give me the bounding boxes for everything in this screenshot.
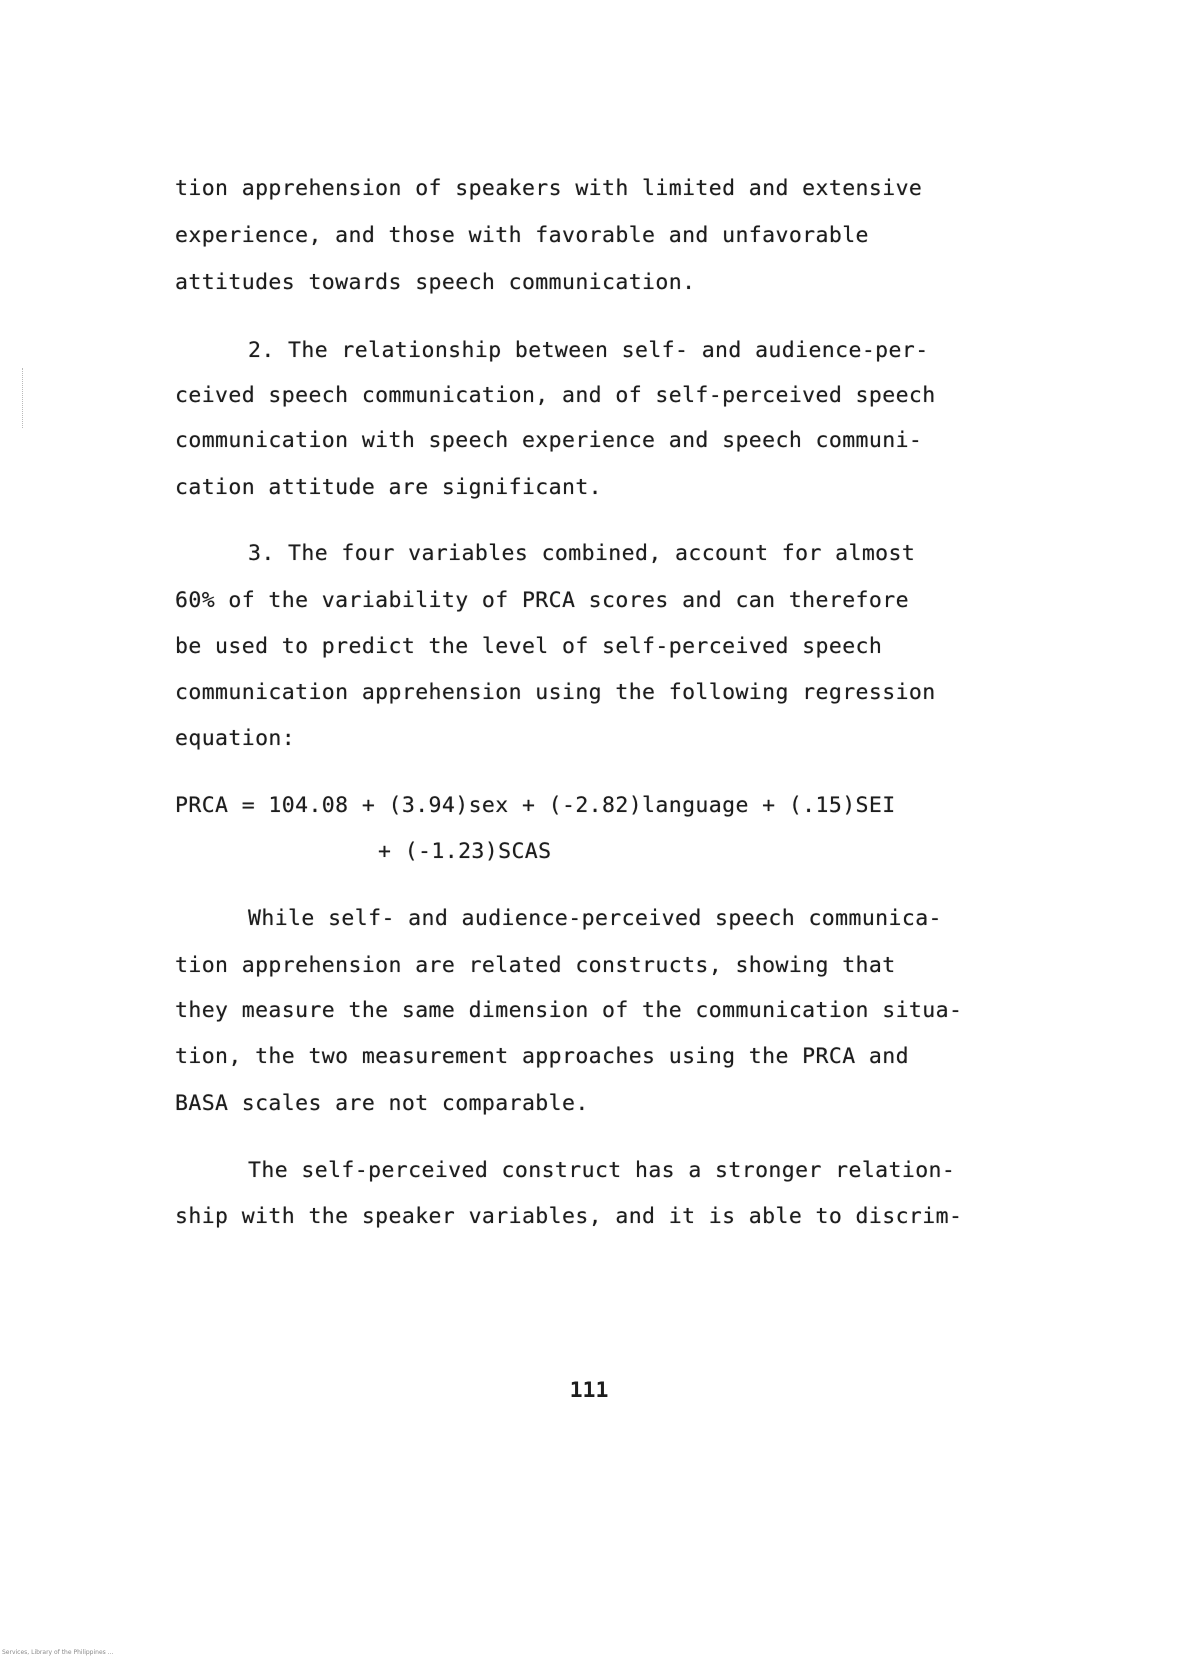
text-line: communication apprehension using the following regression [175, 680, 936, 705]
text-line: 60% of the variability of PRCA scores and can therefore [175, 588, 909, 613]
regression-equation-continued: + (-1.23)SCAS [378, 839, 552, 864]
text-line: 2. The relationship between self- and audience-per- [248, 338, 929, 363]
text-line: BASA scales are not comparable. [175, 1091, 589, 1116]
text-line: The self-perceived construct has a stronger relation- [248, 1158, 956, 1183]
regression-equation: PRCA = 104.08 + (3.94)sex + (-2.82)language + (.15)SEI [175, 793, 896, 818]
text-line: tion apprehension are related constructs, showing that [175, 953, 896, 978]
text-line: be used to predict the level of self-perceived speech [175, 634, 883, 659]
text-line: 3. The four variables combined, account for almost [248, 541, 916, 566]
text-line: ship with the speaker variables, and it is able to discrim- [175, 1204, 963, 1229]
text-line: they measure the same dimension of the communication situa- [175, 998, 963, 1023]
text-line: tion apprehension of speakers with limited and extensive [175, 176, 923, 201]
text-line: ceived speech communication, and of self-perceived speech [175, 383, 936, 408]
text-line: While self- and audience-perceived speech communica- [248, 906, 942, 931]
text-line: experience, and those with favorable and unfavorable [175, 223, 869, 248]
text-line: equation: [175, 726, 296, 751]
footer-note: Services, Library of the Philippines ... [2, 1649, 114, 1656]
text-line: tion, the two measurement approaches using the PRCA and [175, 1044, 909, 1069]
text-line: cation attitude are significant. [175, 475, 603, 500]
text-line: communication with speech experience and speech communi- [175, 428, 923, 453]
margin-specks [22, 368, 27, 428]
page-number: 111 [569, 1378, 609, 1403]
text-line: attitudes towards speech communication. [175, 270, 696, 295]
